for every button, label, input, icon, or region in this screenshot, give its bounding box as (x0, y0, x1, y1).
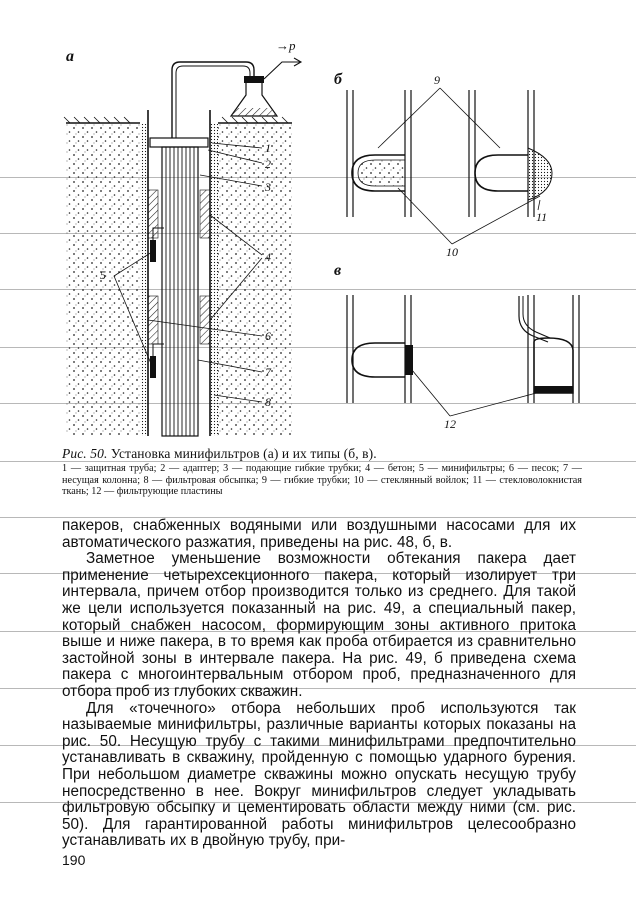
caption-prefix: Рис. 50. (62, 446, 108, 461)
callout-2: 2 (265, 157, 271, 171)
callout-11: 11 (536, 210, 548, 224)
callout-7: 7 (265, 365, 271, 379)
flow-p-label: →p (276, 38, 296, 53)
callout-3: 3 (265, 180, 271, 194)
panel-b-drawing (347, 88, 552, 244)
panel-b-label: б (334, 71, 342, 88)
callout-5: 5 (100, 268, 106, 282)
callout-4: 4 (265, 250, 271, 264)
panel-a-label: а (66, 48, 74, 65)
figure-caption (62, 446, 582, 462)
paragraph-2: Заметное уменьшение возможности обтекания пакера дает применение четырехсекционного пакера, который изолирует три интервала, причем отбор производится только из среднего. Для такой же цели используется показанный на рис. 49, а специальный пакер, который снабжен насосом, формирующим зоны активного притока выше и ниже пакера, в то время как проба отбирается из сравнительно застойной зоны в интервале пакера. На рис. 49, б приведена схема пакера с многоинтервальным отбором проб, предназначенного для отбора проб из глубоких скважин. (62, 550, 576, 700)
panel-v-drawing (347, 295, 579, 416)
caption-text: Установка минифильтров (а) и их типы (б, в). (110, 446, 377, 461)
callout-10: 10 (446, 245, 458, 259)
callout-1: 1 (265, 141, 271, 155)
page-number: 190 (62, 852, 86, 868)
paragraph-3: Для «точечного» отбора небольших проб используются так называемые минифильтры, различные варианты которых показаны на рис. 50. Несущую трубу с такими минифильтрами предпочтительно устанавливать в скважину, пройденную с помощью ударного бурения. При небольшом диаметре скважины можно опускать несущую трубу непосредственно в нее. Вокруг минифильтров следует укладывать фильтровую обсыпку и цементировать области между ними (см. рис. 50). Для гарантированной работы минифильтров целесообразно устанавливать их в двойную трубу, при- (62, 699, 576, 850)
panel-v-label: в (334, 262, 342, 279)
callout-6: 6 (265, 329, 271, 343)
panel-a-drawing (64, 58, 301, 436)
figure-50-drawing (0, 0, 636, 440)
figure-legend: 1 — защитная труба; 2 — адаптер; 3 — подающие гибкие трубки; 4 — бетон; 5 — минифильтры; 6 — песок; 7 — несущая колонна; 8 — фильтровая обсыпка; 9 — гибкие трубки; 10 — стеклянный войлок; 11 — стекловолокнистая ткань; 12 — фильтрующие пластины (62, 463, 582, 498)
callout-8: 8 (265, 395, 271, 409)
paragraph-1: пакеров, снабженных водяными или воздушными насосами для их автоматического разжатия, приведены на рис. 48, б, в. (62, 517, 576, 551)
callout-12: 12 (444, 417, 456, 431)
body-text (62, 518, 576, 850)
callout-9: 9 (434, 73, 440, 87)
